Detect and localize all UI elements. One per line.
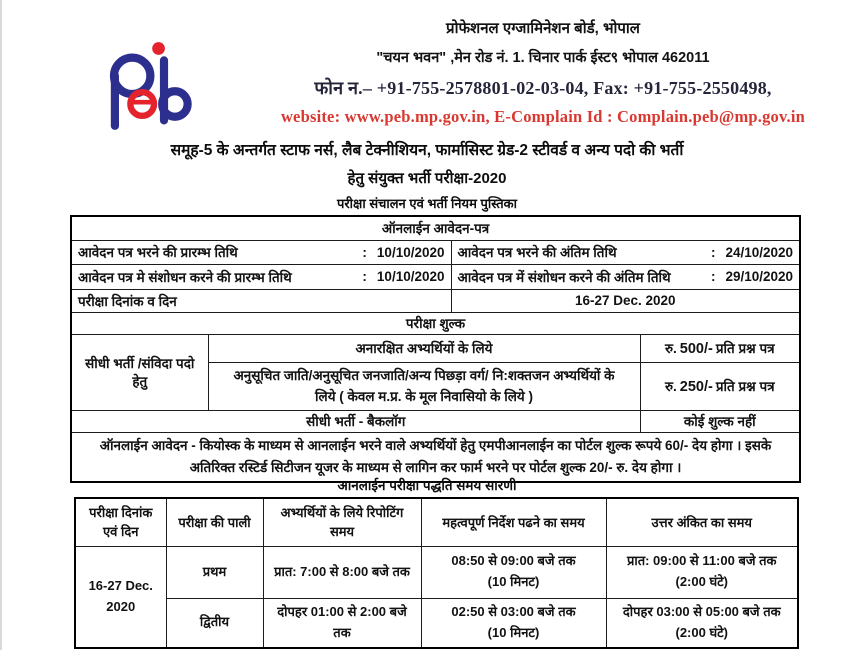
exam-fee-section-header: परीक्षा शुल्क — [71, 312, 800, 334]
reporting-time: प्रात: 7:00 से 8:00 बजे तक — [263, 546, 421, 598]
fee-group-label: सीधी भर्ती /संविदा पदो हेतु — [71, 334, 208, 410]
answering-time-range: दोपहर 03:00 से 05:00 बजे तक — [622, 603, 781, 619]
portal-fee-note: ऑनलाईन आवेदन - कियोस्क के माध्यम से आनलाईन भरने वाले अभ्यर्थियों हेतु एमपीआनलाईन का पोर्टल शुल्क रूपये 60/- देय होगा । इसके अतिरिक्त रस्टिर्ड सिटीजन यूजर के माध्यम से लागिन कर फार्म भरने पर पोर्टल शुल्क 20/- रु. देय होगा । — [71, 432, 800, 482]
answering-time-range: प्रात: 09:00 से 11:00 बजे तक — [626, 553, 777, 569]
answering-duration: (2:00 घंटे) — [675, 624, 729, 640]
amendment-start-label: आवेदन पत्र मे संशोधन करने की प्रारम्भ तिथि — [78, 269, 292, 285]
letterhead — [240, 18, 846, 127]
org-name: प्रोफेशनल एग्जामिनेशन बोर्ड, भोपाल — [446, 20, 640, 37]
schedule-title: आनलाईन परीक्षा पद्धति समय सारणी — [337, 478, 517, 493]
website-email-line: website: www.peb.mp.gov.in, E-Complain Id : Complain.peb@mp.gov.in — [280, 107, 806, 126]
instruction-time-range: 08:50 से 09:00 बजे तक — [451, 553, 576, 569]
fee-amount: 500/- — [679, 341, 713, 357]
amendment-end-date: 29/10/2020 — [725, 269, 794, 284]
application-end-date: 24/10/2020 — [725, 244, 794, 260]
answering-time — [606, 546, 798, 598]
currency-prefix: रु. — [664, 341, 677, 356]
instruction-time — [421, 598, 606, 648]
fee-amount: 250/- — [679, 379, 713, 396]
col-reporting: अभ्यर्थियों के लिये रिपोटिंग समय — [263, 498, 421, 546]
col-shift: परीक्षा की पाली — [166, 498, 263, 546]
schedule-row-second-shift — [75, 598, 798, 648]
application-start-date: 10/10/2020 — [376, 244, 445, 260]
exam-date-value: 16-27 Dec. 2020 — [451, 289, 800, 312]
colon: : — [710, 269, 716, 284]
col-answering: उत्तर अंकित का समय — [606, 498, 798, 546]
fee-unit: प्रति प्रश्न पत्र — [715, 341, 775, 356]
instruction-time-range: 02:50 से 03:00 बजे तक — [451, 603, 576, 619]
col-exam-date: परीक्षा दिनांक एवं दिन — [75, 498, 166, 546]
amendment-start-date: 10/10/2020 — [376, 269, 445, 284]
answering-time — [606, 598, 798, 648]
backlog-fee-value: कोई शुल्क नहीं — [640, 410, 800, 432]
instruction-duration: (10 मिनट) — [487, 574, 540, 589]
instruction-duration: (10 मिनट) — [487, 624, 540, 640]
shift-name: द्वितीय — [166, 598, 263, 648]
reserved-fee-desc: अनुसूचित जाति/अनुसूचित जनजाति/अन्य पिछड़ा वर्ग/ नि:शक्तजन अभ्यर्थियों के लिये ( केवल म.प्र. के मूल निवासियो के लिये ) — [208, 362, 640, 410]
instruction-time — [421, 546, 606, 598]
colon: : — [362, 244, 367, 260]
document-title-block — [27, 138, 827, 212]
application-start-cell — [71, 240, 451, 264]
fee-unit: प्रति प्रश्न पत्र — [715, 379, 775, 395]
col-instructions: महत्वपूर्ण निर्देश पढने का समय — [421, 498, 606, 546]
reserved-fee-amount — [640, 362, 800, 410]
online-application-section-header: ऑनलाईन आवेदन-पत्र — [71, 216, 800, 240]
application-start-label: आवेदन पत्र भरने की प्रारम्भ तिथि — [78, 245, 238, 260]
unreserved-fee-amount — [640, 334, 800, 362]
org-address: "चयन भवन" ,मेन रोड नं. 1. चिनार पार्क ईस्ट९ भोपाल 462011 — [376, 50, 710, 66]
peb-logo-icon — [94, 38, 194, 130]
schedule-row-first-shift — [75, 546, 798, 598]
peb-logo — [94, 38, 194, 130]
shift-name: प्रथम — [166, 546, 263, 598]
amendment-start-cell — [71, 264, 451, 289]
reporting-time: दोपहर 01:00 से 2:00 बजे तक — [263, 598, 421, 648]
unreserved-fee-desc: अनारक्षित अभ्यर्थियों के लिये — [208, 334, 640, 362]
schedule-exam-date: 16-27 Dec. 2020 — [75, 546, 166, 648]
application-end-label: आवेदन पत्र भरने की अंतिम तिथि — [457, 245, 617, 260]
recruitment-title: समूह-5 के अन्तर्गत स्टाफ नर्स, लैब टेक्नीशियन, फार्मासिस्ट ग्रेड-2 स्टीवर्ड व अन्य पदो की भर्ती — [170, 142, 684, 159]
amendment-end-cell — [451, 264, 800, 289]
exam-schedule-table — [74, 497, 799, 649]
exam-title: हेतु संयुक्त भर्ती परीक्षा-2020 — [347, 170, 507, 187]
currency-prefix: रु. — [664, 379, 677, 395]
colon: : — [710, 244, 716, 260]
answering-duration: (2:00 घंटे) — [675, 574, 729, 589]
rulebook-subtitle: परीक्षा संचालन एवं भर्ती नियम पुस्तिका — [336, 196, 518, 211]
application-end-cell — [451, 240, 800, 264]
exam-date-label: परीक्षा दिनांक व दिन — [71, 289, 451, 312]
schedule-header-row — [75, 498, 798, 546]
amendment-end-label: आवेदन पत्र में संशोधन करने की अंतिम तिथि — [457, 269, 671, 285]
phone-fax-line: फोन न.– +91-755-2578801-02-03-04, Fax: +91-755-2550498, — [314, 78, 772, 98]
application-fee-table — [70, 215, 801, 483]
backlog-label: सीधी भर्ती - बैकलॉग — [71, 410, 640, 432]
colon: : — [362, 269, 367, 284]
